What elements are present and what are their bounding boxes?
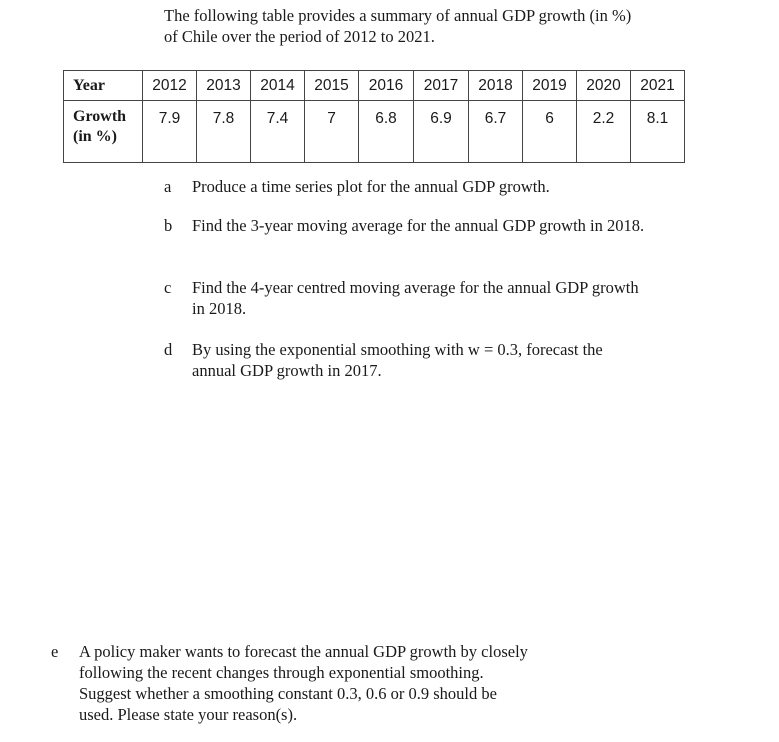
gdp-table <box>63 70 685 163</box>
question-c <box>164 277 744 321</box>
year-cell: 2021 <box>631 71 685 101</box>
growth-cell: 6.9 <box>414 101 469 163</box>
question-c-line-2: in 2018. <box>192 299 247 318</box>
growth-cell: 7 <box>305 101 359 163</box>
question-b <box>164 215 744 237</box>
year-cell: 2020 <box>577 71 631 101</box>
question-c-label: c <box>164 278 172 297</box>
question-b-label: b <box>164 216 173 235</box>
growth-cell: 6.8 <box>359 101 414 163</box>
question-b-text: Find the 3-year moving average for the annual GDP growth in 2018. <box>192 216 645 235</box>
year-header: Year <box>64 71 143 101</box>
year-cell: 2017 <box>414 71 469 101</box>
year-cell: 2019 <box>523 71 577 101</box>
growth-cell: 7.4 <box>251 101 305 163</box>
question-c-text <box>192 277 692 319</box>
question-e-text <box>79 641 599 725</box>
intro-line-2: of Chile over the period of 2012 to 2021. <box>164 27 435 46</box>
question-d <box>164 339 744 383</box>
year-cell: 2014 <box>251 71 305 101</box>
growth-cell: 7.8 <box>197 101 251 163</box>
question-d-line-1: By using the exponential smoothing with w = 0.3, forecast the <box>192 340 603 359</box>
year-cell: 2012 <box>143 71 197 101</box>
question-d-text <box>192 339 692 381</box>
question-e-label: e <box>51 642 59 661</box>
question-c-line-1: Find the 4-year centred moving average for the annual GDP growth <box>192 278 639 297</box>
question-a-label: a <box>164 177 172 196</box>
question-e-line-2: following the recent changes through exponential smoothing. <box>79 663 484 682</box>
growth-cell: 6.7 <box>469 101 523 163</box>
growth-cell: 7.9 <box>143 101 197 163</box>
year-cell: 2013 <box>197 71 251 101</box>
year-cell: 2015 <box>305 71 359 101</box>
intro-paragraph <box>164 5 724 47</box>
growth-header-line-1: Growth <box>73 108 127 125</box>
growth-cell: 2.2 <box>577 101 631 163</box>
growth-cell: 6 <box>523 101 577 163</box>
growth-header <box>64 101 143 163</box>
growth-header-line-2: (in %) <box>73 128 117 145</box>
question-a <box>164 176 744 198</box>
question-a-text: Produce a time series plot for the annual GDP growth. <box>192 177 550 196</box>
question-e-line-1: A policy maker wants to forecast the annual GDP growth by closely <box>79 642 528 661</box>
question-e-line-3: Suggest whether a smoothing constant 0.3, 0.6 or 0.9 should be <box>79 684 497 703</box>
table-row-growth <box>64 101 685 163</box>
intro-line-1: The following table provides a summary of annual GDP growth (in %) <box>164 6 632 25</box>
question-e-line-4: used. Please state your reason(s). <box>79 705 298 724</box>
year-cell: 2018 <box>469 71 523 101</box>
question-d-line-2: annual GDP growth in 2017. <box>192 361 382 380</box>
question-d-label: d <box>164 340 173 359</box>
year-cell: 2016 <box>359 71 414 101</box>
table-row-year <box>64 71 685 101</box>
question-e <box>51 641 611 731</box>
growth-cell: 8.1 <box>631 101 685 163</box>
